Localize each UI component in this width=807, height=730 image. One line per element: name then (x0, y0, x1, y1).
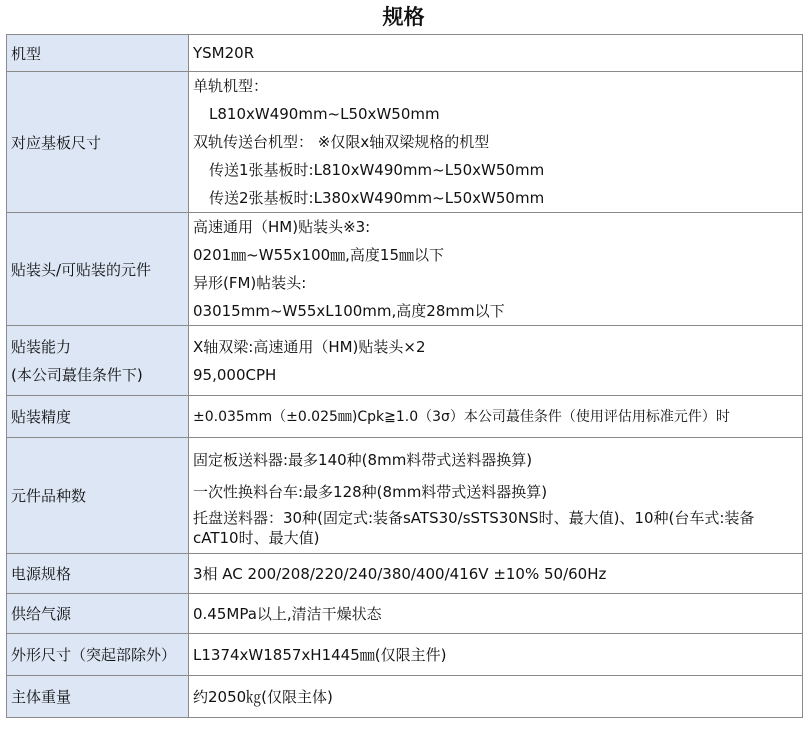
value-line: 0.45MPa以上,清洁干燥状态 (193, 604, 382, 623)
value-line: X轴双梁:高速通用（HM)贴装头×2 (193, 337, 426, 356)
value-line: 托盘送料器：30种(固定式:装备sATS30/sSTS30NS时、蕞大值)、10种(台车式:装备cAT10时、最大值) (193, 508, 755, 547)
row-label[interactable]: 元件品种数 (7, 438, 189, 554)
row-label[interactable]: 贴装头/可贴装的元件 (7, 213, 189, 326)
table-row (7, 35, 803, 72)
table-row (7, 634, 803, 676)
value-line: 传送1张基板时:L810xW490mm~L50xW50mm (209, 161, 545, 179)
row-label[interactable]: 贴装精度 (7, 396, 189, 438)
value-line: 双轨传送台机型： ※仅限x轴双梁规格的机型 (193, 133, 490, 151)
value-line: 单轨机型： (193, 77, 269, 95)
row-value[interactable] (189, 594, 803, 634)
row-value[interactable] (189, 554, 803, 594)
row-value[interactable] (189, 35, 803, 72)
value-line: 约2050㎏(仅限主体) (193, 687, 333, 706)
row-value[interactable] (189, 326, 803, 396)
table-row (7, 676, 803, 718)
value-line: 高速通用（HM)贴装头※3: (193, 218, 371, 236)
value-line: L1374xW1857xH1445㎜(仅限主件) (193, 645, 447, 664)
label-line: (本公司蕞佳条件下) (11, 365, 143, 384)
row-value[interactable] (189, 396, 803, 438)
row-label[interactable]: 主体重量 (7, 676, 189, 718)
value-line: 03015mm~W55xL100mm,高度28mm以下 (193, 302, 505, 320)
row-value[interactable] (189, 634, 803, 676)
row-label[interactable] (7, 326, 189, 396)
value-line: 传送2张基板时:L380xW490mm~L50xW50mm (209, 189, 545, 207)
value-line: YSM20R (193, 44, 255, 62)
table-row (7, 396, 803, 438)
value-line: 异形(FM)帖装头: (193, 274, 307, 292)
value-line: L810xW490mm~L50xW50mm (209, 105, 440, 123)
value-line: 固定板送料器:最多140种(8mm料带式送料器换算) (193, 450, 533, 469)
label-line: 贴装能力 (11, 337, 72, 356)
value-line: 0201㎜~W55x100㎜,高度15㎜以下 (193, 246, 445, 264)
table-row (7, 326, 803, 396)
row-label[interactable]: 机型 (7, 35, 189, 72)
row-value[interactable] (189, 676, 803, 718)
value-line: 95,000CPH (193, 365, 277, 384)
row-value[interactable] (189, 438, 803, 554)
table-row (7, 72, 803, 213)
table-row (7, 213, 803, 326)
row-label[interactable]: 外形尺寸（突起部除外） (7, 634, 189, 676)
row-label[interactable]: 供给气源 (7, 594, 189, 634)
spec-table (6, 34, 803, 718)
row-label[interactable]: 对应基板尺寸 (7, 72, 189, 213)
value-line: 3相 AC 200/208/220/240/380/400/416V ±10% 50/60Hz (193, 564, 607, 583)
value-line: ±0.035mm（±0.025㎜)Cpk≧1.0（3σ）本公司蕞佳条件（使用评估用标准元件）时 (193, 408, 730, 425)
value-line: 一次性换料台车:最多128种(8mm料带式送料器换算) (193, 482, 548, 501)
table-row (7, 554, 803, 594)
row-label[interactable]: 电源规格 (7, 554, 189, 594)
sheet-title: 规格 (382, 4, 425, 29)
table-row (7, 594, 803, 634)
table-row (7, 438, 803, 554)
row-value[interactable] (189, 213, 803, 326)
row-value[interactable] (189, 72, 803, 213)
